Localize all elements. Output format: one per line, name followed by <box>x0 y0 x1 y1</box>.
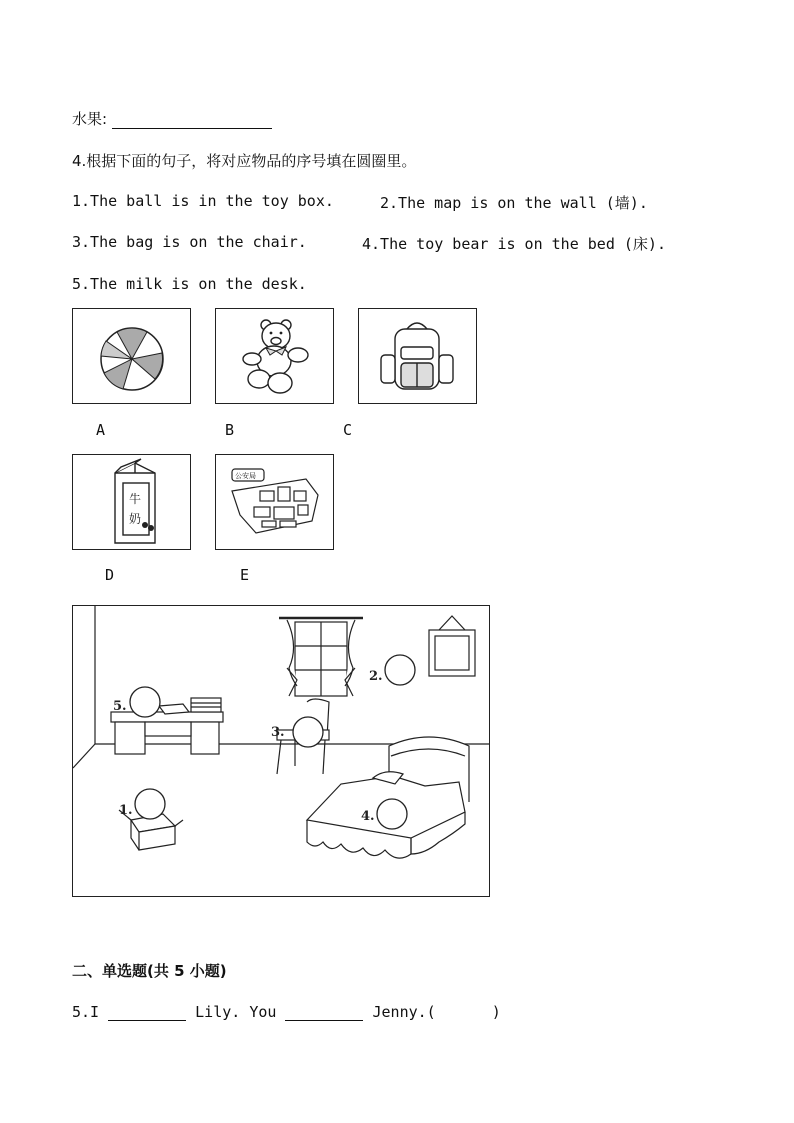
image-letter-c: C <box>343 421 353 439</box>
answer-circle-5[interactable] <box>130 687 160 717</box>
image-letter-d: D <box>105 566 115 584</box>
image-box-b <box>215 308 334 404</box>
question5-blank-2[interactable] <box>285 1006 363 1021</box>
question5-part4: ) <box>491 1003 501 1021</box>
fruit-line <box>72 108 272 129</box>
sentence-4: 4.The toy bear is on the bed (床). <box>362 235 666 253</box>
ball-icon <box>73 309 190 403</box>
room-illustration <box>73 606 489 896</box>
answer-circle-1[interactable] <box>135 789 165 819</box>
question5-part1: 5.I <box>72 1003 100 1021</box>
image-letter-a: A <box>96 421 106 439</box>
answer-circle-3[interactable] <box>293 717 323 747</box>
question5-part2: Lily. You <box>195 1003 277 1021</box>
sentence-3: 3.The bag is on the chair. <box>72 233 307 251</box>
question5-line <box>72 1003 501 1021</box>
scene-label-3: 3. <box>271 725 285 740</box>
question5-blank-1[interactable] <box>108 1006 186 1021</box>
image-box-a <box>72 308 191 404</box>
image-letter-e: E <box>240 566 250 584</box>
milk-carton-icon <box>73 455 190 549</box>
milk-char-1: 牛 <box>129 492 142 506</box>
scene-label-2: 2. <box>369 669 383 684</box>
sentence-1: 1.The ball is in the toy box. <box>72 192 334 210</box>
scene-label-5: 5. <box>113 699 127 714</box>
room-scene <box>72 605 490 897</box>
sentence-5: 5.The milk is on the desk. <box>72 275 307 293</box>
scene-label-4: 4. <box>361 809 375 824</box>
image-box-c <box>358 308 477 404</box>
teddy-bear-icon <box>216 309 333 403</box>
image-box-d <box>72 454 191 550</box>
sentence-2: 2.The map is on the wall (墙). <box>380 194 648 212</box>
milk-char-2: 奶 <box>129 512 142 526</box>
map-icon <box>216 455 333 549</box>
question4-instruction: 4.根据下面的句子，将对应物品的序号填在圆圈里。 <box>72 152 417 170</box>
section2-heading: 二、单选题(共 5 小题) <box>72 962 227 980</box>
fruit-label: 水果: <box>72 110 108 128</box>
fruit-answer-blank[interactable] <box>112 114 272 129</box>
image-box-e <box>215 454 334 550</box>
answer-circle-2[interactable] <box>385 655 415 685</box>
map-label: 公安局 <box>235 472 256 480</box>
question5-part3: Jenny.( <box>372 1003 436 1021</box>
backpack-icon <box>359 309 476 403</box>
image-letter-b: B <box>225 421 235 439</box>
answer-circle-4[interactable] <box>377 799 407 829</box>
scene-label-1: 1. <box>119 803 133 818</box>
